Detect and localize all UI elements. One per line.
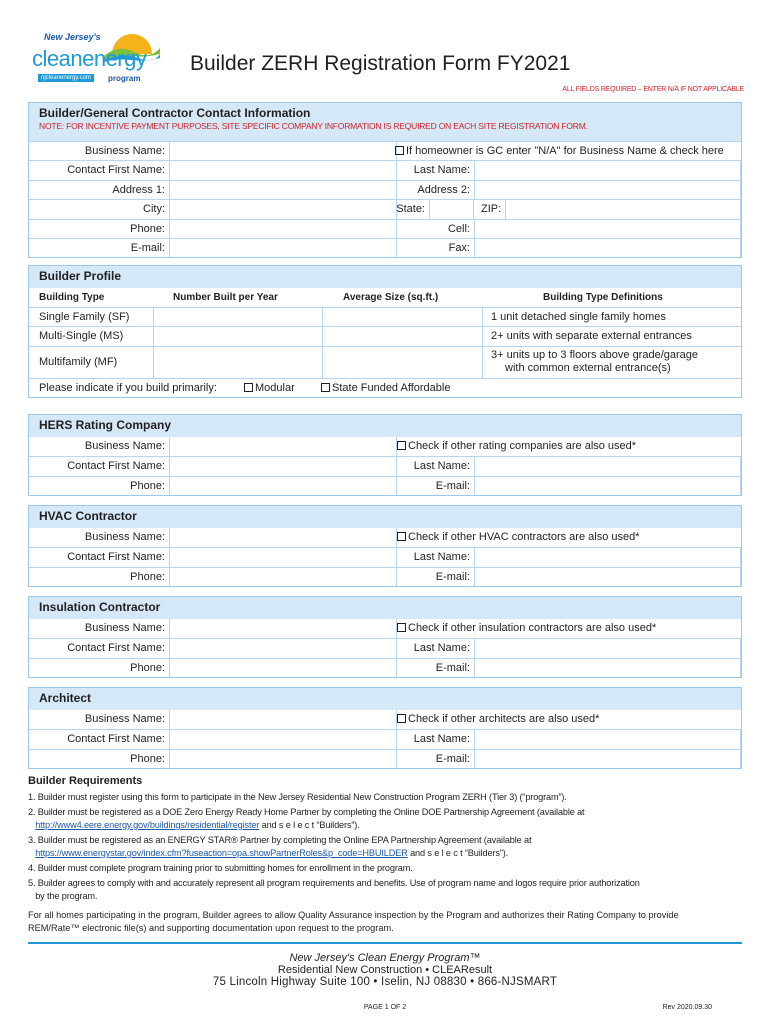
- def-mf: 3+ units up to 3 floors above grade/garage: [491, 348, 699, 361]
- hvac-last-label: Last Name:: [413, 551, 470, 564]
- requirements-final: [28, 909, 742, 935]
- hvac-row-phone: [29, 567, 741, 586]
- hvac-row-name: [29, 547, 741, 566]
- hers-row-name: [29, 456, 741, 475]
- phone-label: Phone:: [130, 222, 165, 235]
- footer-page-number: PAGE 1 OF 2: [363, 1004, 407, 1011]
- gc-state-field[interactable]: [429, 200, 474, 218]
- insulation-business-field[interactable]: [169, 619, 397, 638]
- email-label: E-mail:: [130, 241, 165, 254]
- gc-city-field[interactable]: [169, 200, 397, 218]
- requirements-list: [28, 791, 742, 903]
- gc-row-phone: [29, 219, 741, 238]
- state-funded-checkbox[interactable]: [321, 383, 330, 392]
- architect-row-business: [29, 710, 741, 729]
- hers-title: HERS Rating Company: [39, 418, 172, 432]
- architect-email-label: E-mail:: [435, 752, 470, 765]
- gc-last-name-field[interactable]: [474, 161, 741, 179]
- hers-checkbox[interactable]: [397, 441, 406, 450]
- gc-section-header: [29, 103, 741, 141]
- requirements-title: Builder Requirements: [28, 775, 143, 787]
- profile-row-indicate: [29, 378, 741, 397]
- gc-address1-field[interactable]: [169, 181, 397, 199]
- hers-section: [28, 414, 742, 496]
- modular-checkbox[interactable]: [244, 383, 253, 392]
- hers-last-field[interactable]: [474, 457, 741, 475]
- required-note: ALL FIELDS REQUIRED – ENTER N/A IF NOT APPLICABLE: [562, 86, 744, 93]
- first-name-label: Contact First Name:: [67, 164, 165, 177]
- hvac-business-field[interactable]: [169, 528, 397, 547]
- gc-cell-field[interactable]: [474, 220, 741, 238]
- hvac-header: [29, 506, 741, 528]
- architect-other-check[interactable]: [397, 713, 599, 725]
- footer-line2: Residential New Construction • CLEAResult: [277, 964, 493, 976]
- doe-register-link[interactable]: http://www4.eere.energy.gov/buildings/residential/register: [35, 820, 260, 830]
- architect-title: Architect: [39, 691, 92, 705]
- requirement-3-text: 3. Builder must be registered as an ENERGY STAR® Partner by completing the Online EPA Partnership Agreement (available at: [28, 835, 532, 845]
- architect-business-label: Business Name:: [84, 713, 165, 725]
- insulation-first-label: Contact First Name:: [67, 642, 165, 655]
- business-name-label: Business Name:: [84, 145, 165, 157]
- builder-requirements: [28, 775, 742, 935]
- page-title: Builder ZERH Registration Form FY2021: [190, 52, 571, 75]
- architect-phone-label: Phone:: [130, 752, 165, 765]
- insulation-row-phone: [29, 658, 741, 677]
- requirement-item: [28, 791, 742, 804]
- hers-check-label: Check if other rating companies are also used*: [408, 440, 637, 452]
- insulation-row-name: [29, 638, 741, 657]
- architect-first-label: Contact First Name:: [67, 733, 165, 746]
- hvac-row-business: [29, 528, 741, 547]
- def-sf: 1 unit detached single family homes: [491, 311, 666, 323]
- architect-business-field[interactable]: [169, 710, 397, 729]
- insulation-other-check[interactable]: [397, 622, 656, 634]
- insulation-phone-field[interactable]: [169, 659, 397, 677]
- hvac-email-label: E-mail:: [435, 570, 470, 583]
- address1-label: Address 1:: [112, 183, 165, 196]
- hers-header: [29, 415, 741, 437]
- type-ms: Multi-Single (MS): [39, 330, 124, 343]
- requirement-2-tail: and s e l e c t “Builders”).: [261, 820, 360, 830]
- final-line-2: REM/Rate™ electronic file(s) and supporting documentation upon request to the program.: [28, 923, 394, 933]
- hers-row-business: [29, 437, 741, 456]
- hvac-first-field[interactable]: [169, 548, 397, 566]
- requirement-3-tail: and s e l e c t “Builders”).: [410, 848, 509, 858]
- requirement-item: [28, 877, 742, 903]
- type-sf: Single Family (SF): [39, 311, 130, 323]
- profile-row-sf: [29, 307, 741, 326]
- gc-phone-field[interactable]: [169, 220, 397, 238]
- gc-row-email: [29, 238, 741, 257]
- insulation-last-label: Last Name:: [413, 642, 470, 655]
- gc-business-name-field[interactable]: [169, 142, 397, 160]
- requirement-5-text: 5. Builder agrees to comply with and accurately represent all program requirements and benefits. Use of program name and logos require prior authorization: [28, 878, 640, 888]
- hvac-business-label: Business Name:: [84, 531, 165, 543]
- hers-other-check[interactable]: [397, 440, 636, 452]
- requirement-4-text: 4. Builder must complete program training prior to submitting homes for enrollment in the program.: [28, 863, 413, 873]
- ms-number-field[interactable]: [153, 327, 323, 345]
- clean-energy-logo: [30, 32, 160, 96]
- last-name-label: Last Name:: [413, 164, 470, 177]
- footer-program: New Jersey's Clean Energy Program™: [289, 952, 481, 964]
- sf-number-field[interactable]: [153, 308, 323, 326]
- homeowner-check-label: If homeowner is GC enter "N/A" for Business Name & check here: [406, 145, 724, 157]
- insulation-email-field[interactable]: [474, 659, 741, 677]
- gc-first-name-field[interactable]: [169, 161, 397, 179]
- state-funded-option[interactable]: [321, 382, 450, 394]
- logo-program-text: program: [108, 74, 141, 83]
- insulation-first-field[interactable]: [169, 639, 397, 657]
- hers-email-field[interactable]: [474, 477, 741, 495]
- modular-option[interactable]: [244, 382, 295, 394]
- insulation-last-field[interactable]: [474, 639, 741, 657]
- zip-label: ZIP:: [481, 203, 502, 216]
- col-average-size: Average Size (sq.ft.): [343, 292, 439, 303]
- footer-address: 75 Lincoln Highway Suite 100 • Iselin, NJ 08830 • 866-NJSMART: [212, 976, 558, 988]
- gc-fax-field[interactable]: [474, 239, 741, 257]
- hers-phone-label: Phone:: [130, 479, 165, 492]
- requirement-item: [28, 862, 742, 875]
- insulation-header: [29, 597, 741, 619]
- gc-section: [28, 102, 742, 258]
- hers-first-field[interactable]: [169, 457, 397, 475]
- final-line-1: For all homes participating in the program, Builder agrees to allow Quality Assurance inspection by the Program and authorizes their Rating Company to provide: [28, 910, 679, 920]
- def-ms: 2+ units with separate external entrances: [491, 330, 692, 343]
- hvac-first-label: Contact First Name:: [67, 551, 165, 564]
- architect-row-name: [29, 729, 741, 748]
- profile-column-headers: [29, 288, 741, 307]
- state-funded-label: State Funded Affordable: [332, 381, 451, 394]
- hers-business-label: Business Name:: [84, 440, 165, 452]
- type-mf: Multifamily (MF): [39, 355, 118, 368]
- logo-url-text: njcleanenergy.com: [38, 74, 94, 82]
- architect-last-field[interactable]: [474, 730, 741, 748]
- hvac-title: HVAC Contractor: [39, 509, 137, 523]
- requirement-item: [28, 806, 742, 832]
- gc-address2-field[interactable]: [474, 181, 741, 199]
- logo-top-text: New Jersey's: [44, 32, 101, 42]
- gc-zip-field[interactable]: [505, 200, 741, 218]
- profile-header: [29, 266, 741, 288]
- page-footer: [28, 942, 742, 1011]
- def-mf-line2: with common external entrance(s): [505, 361, 671, 374]
- profile-row-ms: [29, 326, 741, 345]
- col-building-type: Building Type: [39, 292, 105, 303]
- requirement-5-tail: by the program.: [35, 891, 98, 901]
- hvac-section: [28, 505, 742, 587]
- architect-phone-field[interactable]: [169, 750, 397, 768]
- sf-size-field[interactable]: [323, 308, 483, 326]
- gc-email-field[interactable]: [169, 239, 397, 257]
- insulation-phone-label: Phone:: [130, 661, 165, 674]
- architect-row-phone: [29, 749, 741, 768]
- gc-section-note: NOTE: FOR INCENTIVE PAYMENT PURPOSES, SITE SPECIFIC COMPANY INFORMATION IS REQUIRED ON EACH SITE REGISTRATION FORM.: [39, 121, 588, 131]
- architect-section: [28, 687, 742, 769]
- cell-label: Cell:: [447, 222, 470, 235]
- indicate-label: Please indicate if you build primarily:: [39, 381, 217, 394]
- hers-last-label: Last Name:: [413, 460, 470, 473]
- hvac-phone-field[interactable]: [169, 568, 397, 586]
- architect-header: [29, 688, 741, 710]
- hers-email-label: E-mail:: [435, 479, 470, 492]
- gc-section-title: Builder/General Contractor Contact Information: [39, 106, 311, 120]
- insulation-business-label: Business Name:: [84, 622, 165, 634]
- hvac-last-field[interactable]: [474, 548, 741, 566]
- insulation-checkbox[interactable]: [397, 623, 406, 632]
- insulation-check-label: Check if other insulation contractors are also used*: [408, 622, 657, 634]
- gc-row-city: [29, 199, 741, 218]
- builder-profile-section: [28, 265, 742, 398]
- hvac-check-label: Check if other HVAC contractors are also used*: [408, 531, 640, 543]
- requirement-item: [28, 834, 742, 860]
- hers-first-label: Contact First Name:: [67, 460, 165, 473]
- address2-label: Address 2:: [417, 183, 470, 196]
- mf-size-field[interactable]: [323, 347, 483, 378]
- energystar-link[interactable]: https://www.energystar.gov/index.cfm?fuseaction=opa.showPartnerRoles&p_code=HBUILDER: [35, 848, 408, 858]
- gc-row-name: [29, 160, 741, 179]
- gc-row-business: [29, 141, 741, 160]
- state-label: State:: [396, 203, 425, 216]
- hvac-phone-label: Phone:: [130, 570, 165, 583]
- ms-size-field[interactable]: [323, 327, 483, 345]
- modular-label: Modular: [255, 381, 295, 394]
- architect-checkbox[interactable]: [397, 714, 406, 723]
- profile-title: Builder Profile: [39, 269, 122, 283]
- architect-email-field[interactable]: [474, 750, 741, 768]
- homeowner-check[interactable]: [395, 145, 724, 157]
- profile-row-mf: [29, 346, 741, 378]
- col-definitions: Building Type Definitions: [543, 292, 663, 303]
- architect-check-label: Check if other architects are also used*: [408, 713, 600, 725]
- hers-business-field[interactable]: [169, 437, 397, 456]
- architect-last-label: Last Name:: [413, 733, 470, 746]
- hvac-email-field[interactable]: [474, 568, 741, 586]
- architect-first-field[interactable]: [169, 730, 397, 748]
- insulation-row-business: [29, 619, 741, 638]
- requirement-2-text: 2. Builder must be registered as a DOE Zero Energy Ready Home Partner by completing the Online DOE Partnership Agreement (available at: [28, 807, 585, 817]
- hvac-other-check[interactable]: [397, 531, 640, 543]
- insulation-title: Insulation Contractor: [39, 600, 161, 614]
- insulation-section: [28, 596, 742, 678]
- fax-label: Fax:: [448, 241, 470, 254]
- page-header: [28, 22, 744, 102]
- insulation-email-label: E-mail:: [435, 661, 470, 674]
- mf-number-field[interactable]: [153, 347, 323, 378]
- hvac-checkbox[interactable]: [397, 532, 406, 541]
- col-number-built: Number Built per Year: [173, 292, 278, 303]
- footer-revision: Rev 2020.09.30: [662, 1004, 712, 1011]
- hers-phone-field[interactable]: [169, 477, 397, 495]
- requirement-1-text: 1. Builder must register using this form to participate in the New Jersey Residential New Construction Program ZERH (Tier 3) (“program”).: [28, 792, 567, 802]
- logo-main-text: cleanenergy: [32, 46, 147, 71]
- city-label: City:: [143, 203, 165, 216]
- hers-row-phone: [29, 476, 741, 495]
- homeowner-checkbox[interactable]: [395, 146, 404, 155]
- gc-row-address: [29, 180, 741, 199]
